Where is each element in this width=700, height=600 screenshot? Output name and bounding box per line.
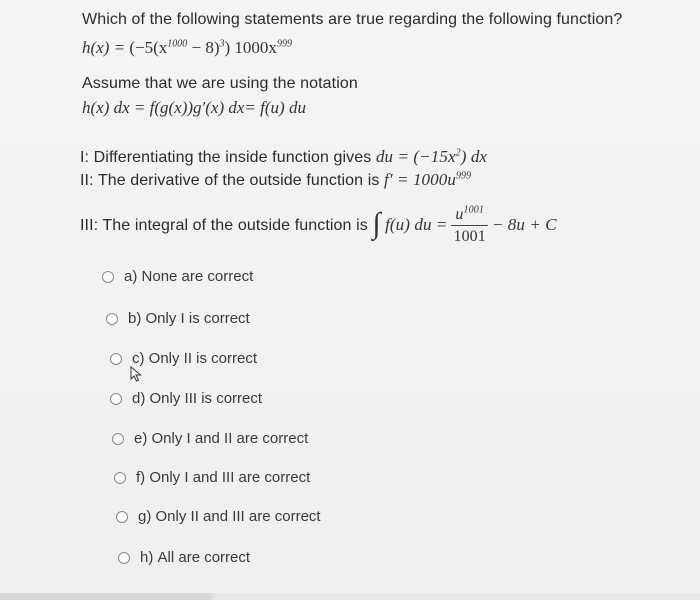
function-exponent-1000: 1000	[167, 38, 188, 50]
statement-i-math-main: du = (−15x	[375, 147, 456, 166]
statement-ii-text: II: The derivative of the outside function is	[80, 172, 385, 189]
statement-i	[80, 147, 487, 167]
option-label: a)	[124, 268, 138, 285]
option-d[interactable]	[110, 390, 262, 407]
option-text: Only III is correct	[149, 390, 263, 407]
notation-formula: h(x) dx = f(g(x))g′(x) dx= f(u) du	[82, 98, 306, 117]
option-b[interactable]	[106, 310, 250, 327]
option-text: Only I and III are correct	[149, 469, 311, 486]
statement-iii-text: III: The integral of the outside function is	[80, 216, 373, 234]
function-part-b: − 8)	[187, 38, 220, 57]
statement-ii-math	[384, 170, 471, 189]
function-exponent-3: 3	[219, 38, 225, 50]
radio-button[interactable]	[106, 313, 118, 325]
radio-button[interactable]	[116, 511, 128, 523]
option-label: f)	[136, 469, 146, 486]
statement-ii-math-main: f′ = 1000u	[384, 170, 456, 189]
option-a[interactable]	[102, 268, 253, 285]
radio-button[interactable]	[118, 552, 130, 564]
option-text: Only I is correct	[145, 310, 250, 327]
radio-button[interactable]	[110, 353, 122, 365]
option-g[interactable]	[116, 508, 321, 525]
cursor-arrow-icon	[130, 366, 142, 382]
fraction-numerator	[451, 206, 487, 226]
option-text: None are correct	[141, 268, 254, 285]
numerator-exponent: 1001	[463, 204, 484, 216]
assume-text: Assume that we are using the notation	[82, 75, 358, 92]
function-exponent-999: 999	[276, 38, 292, 50]
statement-i-exponent: 2	[455, 147, 461, 159]
radio-button[interactable]	[114, 472, 126, 484]
option-label: g)	[138, 508, 152, 525]
question-prompt: Which of the following statements are true regarding the following function?	[82, 11, 623, 28]
numerator-base: u	[455, 206, 464, 223]
integral-sign: ∫	[372, 207, 381, 240]
statement-i-math	[376, 147, 487, 166]
statement-ii-exponent: 999	[455, 170, 472, 182]
option-label: e)	[134, 430, 148, 447]
option-label: h)	[140, 549, 154, 566]
statement-iii	[80, 206, 557, 246]
statement-ii	[80, 170, 471, 190]
statement-iii-tail: − 8u + C	[491, 214, 557, 234]
radio-button[interactable]	[112, 433, 124, 445]
statement-i-math-end: ) dx	[460, 147, 488, 166]
option-label: b)	[128, 310, 142, 327]
option-label: c)	[132, 350, 145, 367]
function-part-a: (−5(x	[129, 38, 168, 57]
option-h[interactable]	[118, 549, 250, 566]
option-f[interactable]	[114, 469, 310, 486]
radio-button[interactable]	[102, 271, 114, 283]
bottom-edge-bar	[0, 593, 700, 600]
function-part-c: ) 1000x	[224, 38, 277, 57]
option-text: Only II is correct	[148, 350, 258, 367]
fraction	[451, 206, 487, 246]
function-definition	[82, 38, 292, 58]
option-c[interactable]	[110, 350, 257, 367]
fraction-denominator: 1001	[453, 228, 486, 245]
option-e[interactable]	[112, 430, 308, 447]
option-label: d)	[132, 390, 146, 407]
option-text: Only II and III are correct	[155, 508, 321, 525]
statement-iii-math-main: f(u) du =	[385, 214, 448, 234]
radio-button[interactable]	[110, 393, 122, 405]
function-lhs: h(x) =	[82, 38, 126, 57]
statement-iii-math	[372, 204, 557, 245]
option-text: All are correct	[157, 549, 251, 566]
statement-i-text: I: Differentiating the inside function gives	[80, 149, 376, 166]
option-text: Only I and II are correct	[151, 430, 309, 447]
